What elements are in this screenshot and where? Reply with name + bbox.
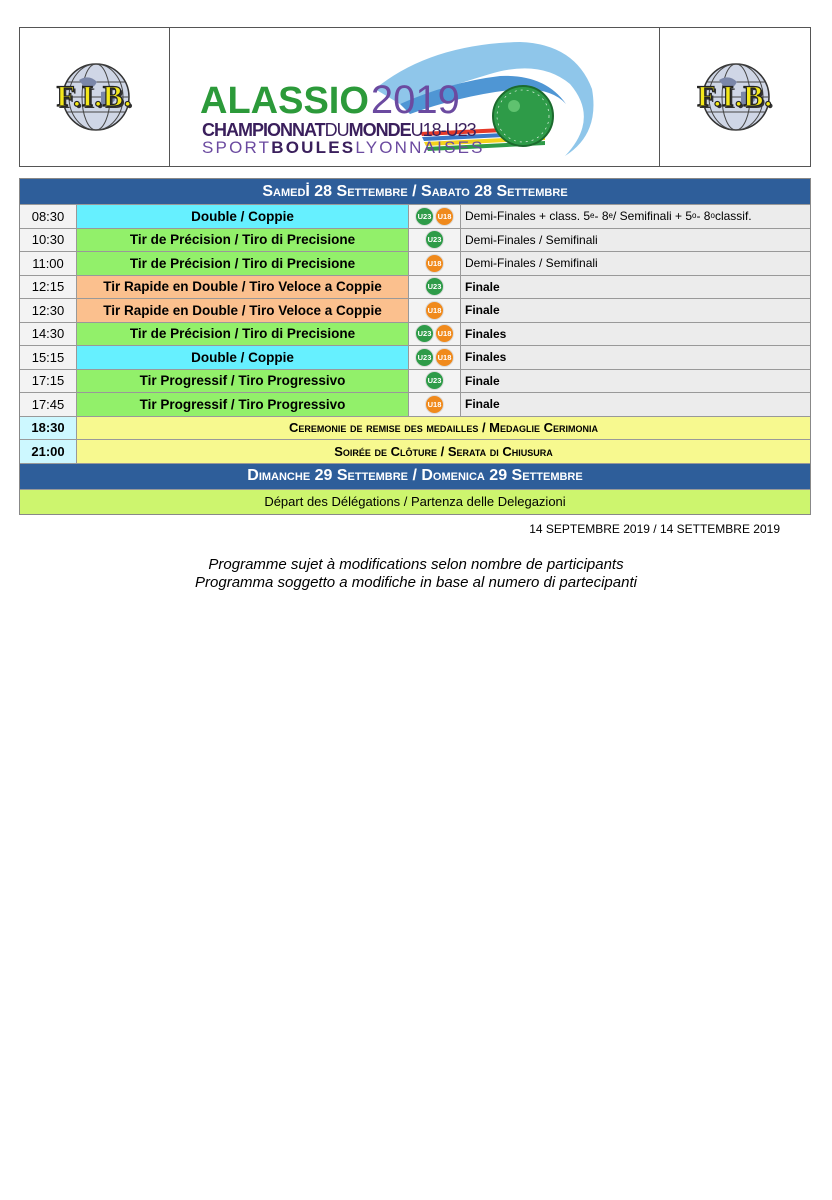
ceremony-row xyxy=(20,417,810,441)
session-time: 12:15 xyxy=(20,276,77,299)
left-logo-cell xyxy=(20,28,170,166)
session-phase: Demi-Finales + class. 5 e - 8 e / Semifinali + 5 o - 8 o classif. xyxy=(461,205,810,228)
session-event: Double / Coppie xyxy=(77,205,409,228)
ceremony-row xyxy=(20,440,810,464)
event-year: 2019 xyxy=(370,78,460,122)
category-badges xyxy=(409,205,461,228)
category-badges xyxy=(409,299,461,322)
session-row xyxy=(20,393,810,417)
session-time: 08:30 xyxy=(20,205,77,228)
session-time: 15:15 xyxy=(20,346,77,369)
session-row xyxy=(20,229,810,253)
category-badges xyxy=(409,252,461,275)
session-row xyxy=(20,276,810,300)
category-badges xyxy=(409,370,461,393)
session-event: Tir Rapide en Double / Tiro Veloce a Coppie xyxy=(77,276,409,299)
session-row xyxy=(20,323,810,347)
note-french: Programme sujet à modifications selon nombre de participants xyxy=(208,556,624,573)
ceremony-time: 21:00 xyxy=(20,440,77,463)
event-name: ALASSIO xyxy=(200,80,369,122)
session-event: Tir de Précision / Tiro di Precisione xyxy=(77,323,409,346)
event-title xyxy=(200,80,460,120)
session-phase: Finale xyxy=(461,299,810,322)
u23-badge: U23 xyxy=(425,277,444,296)
category-badges xyxy=(409,323,461,346)
session-event: Tir Rapide en Double / Tiro Veloce a Coppie xyxy=(77,299,409,322)
session-row xyxy=(20,252,810,276)
session-row xyxy=(20,205,810,229)
right-logo-cell xyxy=(660,28,810,166)
note-italian: Programma soggetto a modifiche in base al numero di partecipanti xyxy=(195,574,637,591)
u23-badge: U23 xyxy=(425,371,444,390)
schedule-table xyxy=(19,178,811,515)
session-time: 17:45 xyxy=(20,393,77,416)
session-row xyxy=(20,370,810,394)
u18-badge: U18 xyxy=(435,348,454,367)
u23-badge: U23 xyxy=(415,348,434,367)
session-event: Double / Coppie xyxy=(77,346,409,369)
fib-logo-text: F.I.B. xyxy=(56,80,133,113)
session-row xyxy=(20,299,810,323)
fib-logo-right xyxy=(667,62,803,132)
page-header xyxy=(19,27,811,167)
session-time: 14:30 xyxy=(20,323,77,346)
ceremony-label: Ceremonie de remise des medailles / Medaglie Cerimonia xyxy=(77,417,810,440)
session-row xyxy=(20,346,810,370)
session-time: 10:30 xyxy=(20,229,77,252)
ceremony-label: Soirée de Clôture / Serata di Chiusura xyxy=(77,440,810,463)
day-header-sunday: Dimanche 29 Settembre / Domenica 29 Settembre xyxy=(20,464,810,490)
fib-logo-left xyxy=(27,62,163,132)
session-phase: Finale xyxy=(461,370,810,393)
session-event: Tir de Précision / Tiro di Precisione xyxy=(77,252,409,275)
event-logo xyxy=(170,28,660,166)
date-stamp: 14 SEPTEMBRE 2019 / 14 SETTEMBRE 2019 xyxy=(529,522,780,536)
u18-badge: U18 xyxy=(435,207,454,226)
session-phase: Demi-Finales / Semifinali xyxy=(461,252,810,275)
u23-badge: U23 xyxy=(415,324,434,343)
session-event: Tir Progressif / Tiro Progressivo xyxy=(77,370,409,393)
session-time: 11:00 xyxy=(20,252,77,275)
session-phase: Finales xyxy=(461,346,810,369)
category-badges xyxy=(409,276,461,299)
u18-badge: U18 xyxy=(425,254,444,273)
departure-row: Départ des Délégations / Partenza delle Delegazioni xyxy=(20,490,810,514)
session-phase: Demi-Finales / Semifinali xyxy=(461,229,810,252)
u18-badge: U18 xyxy=(435,324,454,343)
ceremony-time: 18:30 xyxy=(20,417,77,440)
session-phase: Finales xyxy=(461,323,810,346)
u18-badge: U18 xyxy=(425,301,444,320)
session-time: 17:15 xyxy=(20,370,77,393)
category-badges xyxy=(409,393,461,416)
event-subtitle: CHAMPIONNATDUMONDEU18-U23 xyxy=(202,120,476,140)
event-sport: SPORTBOULESLYONNAISES xyxy=(202,138,485,157)
day-header-saturday: Samedİ 28 Settembre / Sabato 28 Settembre xyxy=(20,179,810,205)
session-time: 12:30 xyxy=(20,299,77,322)
session-event: Tir de Précision / Tiro di Precisione xyxy=(77,229,409,252)
session-event: Tir Progressif / Tiro Progressivo xyxy=(77,393,409,416)
session-phase: Finale xyxy=(461,276,810,299)
u23-badge: U23 xyxy=(425,230,444,249)
session-phase: Finale xyxy=(461,393,810,416)
category-badges xyxy=(409,229,461,252)
category-badges xyxy=(409,346,461,369)
fib-logo-text: F.I.B. xyxy=(697,80,773,113)
u23-badge: U23 xyxy=(415,207,434,226)
u18-badge: U18 xyxy=(425,395,444,414)
